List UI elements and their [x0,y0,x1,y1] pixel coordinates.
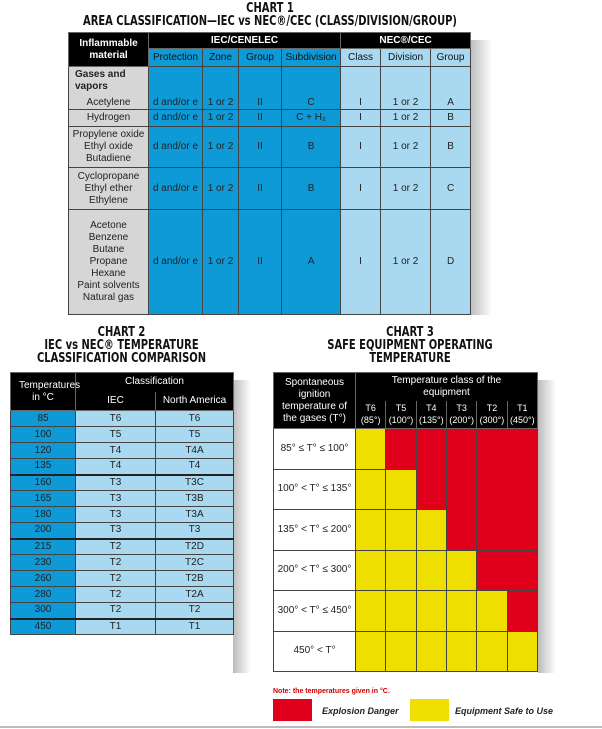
north-america-cell: T2B [156,571,234,587]
safe-cell [356,631,386,672]
iec-cell: T1 [76,619,156,635]
value-cell: 1 or 2 [381,127,431,168]
temperature-cell: 85 [11,411,76,427]
header-group: Group [431,49,471,67]
safe-cell [386,591,416,632]
value-cell: I [341,67,381,110]
class-temp: (300°) [479,415,505,426]
header-subdivision: Subdivision [282,49,341,67]
range-cell: 100° < T° ≤ 135° [274,469,356,510]
north-america-cell: T5 [156,427,234,443]
range-cell: 135° < T° ≤ 200° [274,510,356,551]
danger-cell [507,550,537,591]
temperature-cell: 160 [11,475,76,491]
material-name: Acetone Benzene Butane Propane Hexane Paint solvents Natural gas [77,220,140,303]
value-cell: 1 or 2 [203,67,239,110]
value-cell: II [239,110,282,127]
iec-cell: T6 [76,411,156,427]
table-row [274,510,538,551]
header-classification: Classification [76,373,234,392]
value-cell: B [431,127,471,168]
table-row [11,603,234,619]
safe-cell [386,510,416,551]
class-name: T2 [486,403,498,414]
value-cell: d and/or e [149,127,203,168]
value-cell: d and/or e [149,110,203,127]
class-name: T5 [395,403,407,414]
safe-cell [416,591,446,632]
header-class-t6 [356,401,386,429]
class-name: T1 [517,403,528,414]
header-north-america: North America [156,392,234,411]
safe-cell [356,550,386,591]
temperature-cell: 100 [11,427,76,443]
value-cell: d and/or e [149,168,203,210]
safe-cell [356,429,386,470]
value-cell: II [239,127,282,168]
table-row [69,168,471,210]
iec-cell: T2 [76,603,156,619]
table-row [69,210,471,315]
class-temp: (450°) [510,415,535,426]
value-cell: II [239,210,282,315]
value-cell: B [431,110,471,127]
material-name: Propylene oxide Ethyl oxide Butadiene [72,129,145,164]
value-cell: C [282,67,341,110]
value-cell: 1 or 2 [203,210,239,315]
table-row [11,539,234,555]
temperature-cell: 120 [11,443,76,459]
material-cell [69,168,149,210]
material-cell [69,127,149,168]
value-cell: C + H₂ [282,110,341,127]
safe-cell [446,591,476,632]
table-row [11,443,234,459]
table-row [69,67,471,110]
north-america-cell: T6 [156,411,234,427]
header-class-t4 [416,401,446,429]
danger-cell [507,429,537,470]
material-cell [69,67,149,110]
header-class-t5 [386,401,416,429]
safe-label: Equipment Safe to Use [455,706,554,716]
header-classes: Temperature class of the equipment [356,373,538,401]
iec-cell: T2 [76,571,156,587]
header-nec: NEC®/CEC [341,33,471,49]
safe-cell [386,550,416,591]
table-row [11,411,234,427]
danger-cell [477,510,507,551]
danger-cell [386,429,416,470]
north-america-cell: T3A [156,507,234,523]
table-row [274,591,538,632]
material-name: Cyclopropane Ethyl ether Ethylene [77,170,140,206]
table-row [69,110,471,127]
value-cell: 1 or 2 [203,127,239,168]
danger-swatch [273,699,312,721]
value-cell: D [431,210,471,315]
chart3-subheading: SAFE EQUIPMENT OPERATING TEMPERATURE [327,338,493,366]
safe-cell [446,631,476,672]
header-class-t3 [446,401,476,429]
header-class-t1 [507,401,537,429]
table-row [11,459,234,475]
chart2-subheading: IEC vs NEC® TEMPERATURE CLASSIFICATION COMPARISON [36,338,207,366]
temperature-cell: 230 [11,555,76,571]
table-row [274,631,538,672]
value-cell: A [282,210,341,315]
safe-cell [477,631,507,672]
class-name: T3 [456,403,467,414]
safe-cell [356,591,386,632]
danger-cell [446,510,476,551]
class-name: T4 [426,403,437,414]
safe-cell [416,510,446,551]
class-temp: (200°) [449,415,474,426]
iec-cell: T5 [76,427,156,443]
table-row [11,619,234,635]
class-name: T6 [365,403,376,414]
value-cell: A [431,67,471,110]
value-cell: I [341,110,381,127]
table-row [69,127,471,168]
material-cell [69,110,149,127]
header-zone: Zone [203,49,239,67]
header-group: Group [239,49,282,67]
value-cell: I [341,127,381,168]
value-cell: II [239,67,282,110]
class-temp: (85°) [360,415,381,426]
danger-cell [507,591,537,632]
north-america-cell: T2C [156,555,234,571]
value-cell: d and/or e [149,210,203,315]
range-cell: 300° < T° ≤ 450° [274,591,356,632]
north-america-cell: T3B [156,491,234,507]
header-gases: Spontaneous ignition temperature of the gases (T°) [274,373,356,429]
material-cell [69,210,149,315]
chart1-subheading: AREA CLASSIFICATION—IEC vs NEC®/CEC (CLASS/DIVISION/GROUP) [83,14,457,29]
north-america-cell: T3C [156,475,234,491]
north-america-cell: T1 [156,619,234,635]
value-cell: 1 or 2 [381,110,431,127]
temperature-cell: 180 [11,507,76,523]
chart1-title [41,2,500,28]
header-protection: Protection [149,49,203,67]
temperature-cell: 135 [11,459,76,475]
temperature-cell: 165 [11,491,76,507]
danger-cell [507,510,537,551]
safe-cell [386,469,416,510]
range-cell: 85° ≤ T° ≤ 100° [274,429,356,470]
north-america-cell: T2D [156,539,234,555]
table-row [11,571,234,587]
temperature-cell: 450 [11,619,76,635]
danger-cell [446,469,476,510]
safe-cell [477,591,507,632]
danger-cell [477,469,507,510]
value-cell: II [239,168,282,210]
table-row [11,507,234,523]
material-name: Acetylene [86,97,131,108]
table-row [11,523,234,539]
value-cell: B [282,168,341,210]
chart2-heading: CHART 2 [97,325,146,340]
north-america-cell: T3 [156,523,234,539]
value-cell: C [431,168,471,210]
class-temp: (100°) [388,415,414,426]
value-cell: B [282,127,341,168]
header-class-t2 [477,401,507,429]
iec-cell: T3 [76,475,156,491]
temperature-comparison-table [10,372,234,635]
class-temp: (135°) [419,415,444,426]
table-row [11,587,234,603]
safe-cell [356,510,386,551]
material-name: Hydrogen [86,112,131,123]
chart3-heading: CHART 3 [386,325,434,340]
temperature-cell: 300 [11,603,76,619]
safe-cell [386,631,416,672]
iec-cell: T4 [76,459,156,475]
table-row [11,491,234,507]
iec-cell: T3 [76,507,156,523]
chart2-title [18,326,225,365]
value-cell: 1 or 2 [203,168,239,210]
safe-temperature-table [273,372,538,672]
safe-cell [416,550,446,591]
danger-cell [507,469,537,510]
north-america-cell: T4 [156,459,234,475]
table-row [11,555,234,571]
header-division: Division [381,49,431,67]
danger-cell [446,429,476,470]
north-america-cell: T4A [156,443,234,459]
chart3-title [283,326,538,365]
danger-cell [477,550,507,591]
temperature-cell: 280 [11,587,76,603]
header-iec: IEC/CENELEC [149,33,341,49]
value-cell: I [341,210,381,315]
temperature-cell: 215 [11,539,76,555]
value-cell: d and/or e [149,67,203,110]
bottom-rule [0,726,602,728]
chart1-heading: CHART 1 [246,1,294,16]
danger-cell [416,429,446,470]
iec-cell: T2 [76,539,156,555]
table-row [11,475,234,491]
temperature-cell: 200 [11,523,76,539]
value-cell: I [341,168,381,210]
table-row [274,429,538,470]
iec-cell: T2 [76,555,156,571]
iec-cell: T3 [76,491,156,507]
range-cell: 450° < T° [274,631,356,672]
iec-cell: T4 [76,443,156,459]
north-america-cell: T2A [156,587,234,603]
temperature-note: Note: the temperatures given in °C. [273,688,390,695]
value-cell: 1 or 2 [381,67,431,110]
value-cell: 1 or 2 [203,110,239,127]
safe-cell [416,631,446,672]
iec-cell: T2 [76,587,156,603]
header-material: Inflammable material [69,33,149,67]
safe-swatch [410,699,449,721]
area-classification-table [68,32,471,315]
table-row [274,469,538,510]
north-america-cell: T2 [156,603,234,619]
header-iec: IEC [76,392,156,411]
iec-cell: T3 [76,523,156,539]
temperature-cell: 260 [11,571,76,587]
section-label: Gases and vapors [75,69,126,92]
safe-cell [446,550,476,591]
range-cell: 200° < T° ≤ 300° [274,550,356,591]
danger-cell [416,469,446,510]
value-cell: 1 or 2 [381,168,431,210]
value-cell: 1 or 2 [381,210,431,315]
safe-cell [507,631,537,672]
danger-label: Explosion Danger [322,706,399,716]
danger-cell [477,429,507,470]
header-class: Class [341,49,381,67]
table-row [11,427,234,443]
table-row [274,550,538,591]
safe-cell [356,469,386,510]
header-temperatures: Temperatures in °C [11,373,76,411]
